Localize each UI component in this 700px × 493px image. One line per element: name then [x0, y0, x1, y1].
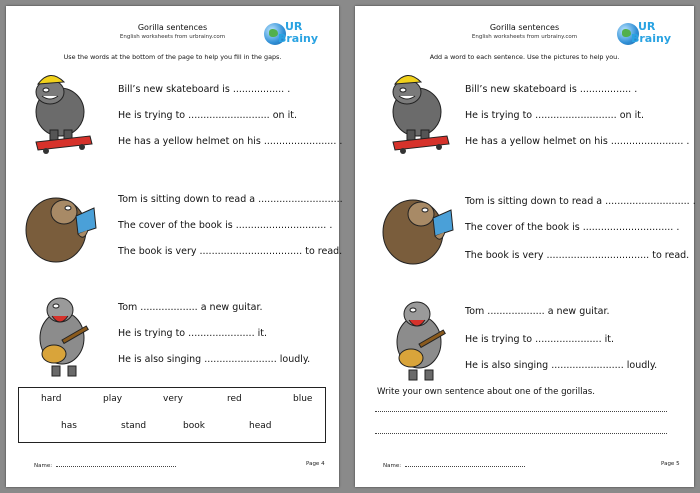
page-subtitle: English worksheets from urbrainy.com	[119, 34, 226, 40]
sentence-7: Tom ................... a new guitar.	[118, 302, 263, 313]
sentence-1: Bill’s new skateboard is ................. .	[118, 84, 291, 95]
page-subtitle: English worksheets from urbrainy.com	[471, 34, 578, 40]
sentence-8: He is trying to ...................... it.	[118, 328, 268, 339]
gap-blank[interactable]: ......................	[188, 328, 255, 339]
sentence-7: Tom ................... a new guitar.	[465, 306, 610, 317]
sentence-3: He has a yellow helmet on his ........................ .	[465, 136, 690, 147]
sentence-9: He is also singing ........................ loudly.	[118, 354, 311, 365]
word-bank-item: hard	[41, 394, 62, 404]
word-bank-item: stand	[121, 421, 147, 431]
sentence-6: The book is very .................................. to read.	[465, 250, 690, 261]
sentence-1: Bill’s new skateboard is ................. .	[465, 84, 638, 95]
name-field[interactable]: Name:	[34, 461, 176, 469]
gap-blank[interactable]: ............................	[258, 194, 343, 205]
urbrainy-logo: UR Brainy	[617, 20, 675, 50]
write-prompt: Write your own sentence about one of the gorillas.	[377, 387, 595, 397]
sentence-3: He has a yellow helmet on his ........................ .	[118, 136, 343, 147]
gap-blank[interactable]: .................	[232, 84, 285, 95]
sentence-8: He is trying to ...................... it.	[465, 334, 615, 345]
gap-blank[interactable]: ..............................	[235, 220, 327, 231]
gap-blank[interactable]: ........................	[263, 136, 337, 147]
sentence-5: The cover of the book is .............................. .	[118, 220, 333, 231]
gap-blank[interactable]: ...................	[140, 302, 198, 313]
writing-line[interactable]	[375, 410, 667, 412]
gorilla-guitar-image	[381, 292, 461, 382]
gorilla-reading-image	[18, 186, 98, 276]
word-bank	[18, 387, 326, 443]
gap-blank[interactable]: ..................................	[546, 250, 650, 261]
sentence-4: Tom is sitting down to read a ............................ .	[465, 196, 696, 207]
gap-blank[interactable]: ......................	[535, 334, 602, 345]
page-number: Page 4	[306, 461, 325, 467]
gap-blank[interactable]: ..................................	[199, 246, 303, 257]
gap-blank[interactable]: ..............................	[582, 222, 674, 233]
page-title: Gorilla sentences	[137, 23, 208, 32]
gorilla-skateboard-image	[20, 64, 100, 154]
instructions: Add a word to each sentence. Use the pictures to help you.	[429, 53, 620, 61]
gap-blank[interactable]: .................	[579, 84, 632, 95]
word-bank-item: play	[103, 394, 123, 404]
name-field[interactable]: Name:	[383, 461, 525, 469]
urbrainy-logo: UR Brainy	[264, 20, 322, 50]
writing-line[interactable]	[375, 432, 667, 434]
page-number: Page 5	[661, 461, 680, 467]
sentence-2: He is trying to ........................... on it.	[118, 110, 297, 121]
word-bank-item: has	[61, 421, 77, 431]
worksheet-page-4	[6, 6, 343, 487]
gap-blank[interactable]: ...................	[487, 306, 545, 317]
sentence-9: He is also singing ........................ loudly.	[465, 360, 658, 371]
worksheet-page-5	[355, 6, 694, 487]
gorilla-guitar-image	[24, 288, 104, 378]
gorilla-reading-image	[375, 188, 455, 278]
sentence-5: The cover of the book is .............................. .	[465, 222, 680, 233]
gorilla-skateboard-image	[377, 64, 457, 154]
word-bank-item: book	[183, 421, 205, 431]
word-bank-item: head	[249, 421, 272, 431]
sentence-4: Tom is sitting down to read a ............................	[118, 194, 343, 205]
gap-blank[interactable]: ........................	[551, 360, 624, 371]
instructions: Use the words at the bottom of the page to help you fill in the gaps.	[63, 53, 282, 61]
gap-blank[interactable]: ........................	[204, 354, 277, 365]
gap-blank[interactable]: ............................	[605, 196, 690, 207]
sentence-2: He is trying to ........................... on it.	[465, 110, 644, 121]
gap-blank[interactable]: ........................	[610, 136, 684, 147]
sentence-6: The book is very .................................. to read.	[118, 246, 343, 257]
word-bank-item: very	[163, 394, 183, 404]
gap-blank[interactable]: ...........................	[188, 110, 270, 121]
gap-blank[interactable]: ...........................	[535, 110, 617, 121]
word-bank-item: blue	[293, 394, 313, 404]
page-title: Gorilla sentences	[489, 23, 560, 32]
word-bank-item: red	[227, 394, 242, 404]
